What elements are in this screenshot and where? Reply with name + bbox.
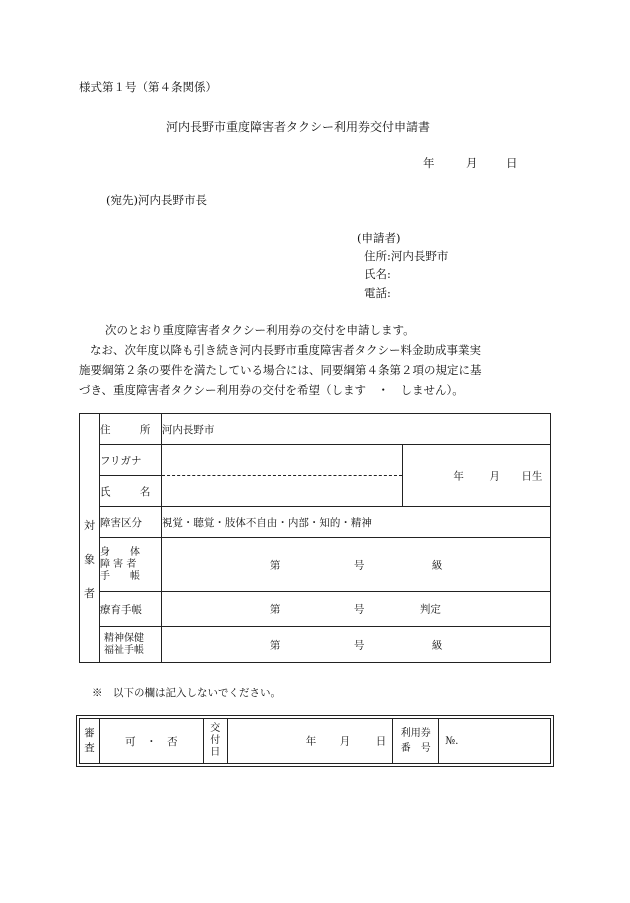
review-value: 可 ・ 否 [99,719,203,764]
mental-handbook-label: 精神保健 福祉手帳 [99,627,161,663]
address-label: 住 所 [99,414,161,445]
birth-date-field[interactable]: 年 月 日生 [403,445,551,507]
office-use-table [79,718,551,764]
physical-handbook-field[interactable]: 第 号 級 [161,538,550,592]
target-person-label: 対 象 者 [80,414,100,663]
addressee: (宛先)河内長野市長 [106,193,207,207]
name-field[interactable] [161,476,402,507]
body-line-1: 次のとおり重度障害者タクシー利用券の交付を申請します。 [105,323,415,337]
issue-date-label: 交 付 日 [203,719,227,764]
body-line-4: づき、重度障害者タクシー利用券の交付を希望（します ・ しません）。 [79,383,464,397]
furigana-label: フリガナ [99,445,161,476]
furigana-field[interactable] [161,445,402,476]
disability-label: 障害区分 [99,507,161,538]
office-use-note: ※ 以下の欄は記入しないでください。 [92,687,281,699]
applicant-info-table [79,413,551,663]
date-day: 日 [506,156,518,170]
ryoiku-handbook-label: 療育手帳 [99,592,161,627]
issue-date-value: 年 月 日 [227,719,393,764]
address-value[interactable]: 河内長野市 [161,414,550,445]
name-label: 氏 名 [99,476,161,507]
ticket-number-value: №. [439,719,551,764]
document-title: 河内長野市重度障害者タクシー利用券交付申請書 [166,120,431,134]
physical-handbook-label: 身 体 障 害 者 手 帳 [99,538,161,592]
applicant-phone: 電話: [364,286,391,300]
ryoiku-handbook-field[interactable]: 第 号 判定 [161,592,550,627]
applicant-address: 住所:河内長野市 [364,249,449,263]
date-year: 年 [423,156,435,170]
form-number: 様式第１号（第４条関係） [79,80,217,94]
applicant-heading: (申請者) [357,231,401,245]
disability-options[interactable]: 視覚・聴覚・肢体不自由・内部・知的・精神 [161,507,550,538]
review-label: 審 査 [80,719,100,764]
body-line-2: なお、次年度以降も引き続き河内長野市重度障害者タクシー料金助成事業実 [90,343,481,357]
date-month: 月 [466,156,478,170]
ticket-number-label: 利用券 番 号 [393,719,439,764]
applicant-name: 氏名: [364,267,391,281]
mental-handbook-field[interactable]: 第 号 級 [161,627,550,663]
body-line-3: 施要綱第２条の要件を満たしている場合には、同要綱第４条第２項の規定に基 [79,363,482,377]
